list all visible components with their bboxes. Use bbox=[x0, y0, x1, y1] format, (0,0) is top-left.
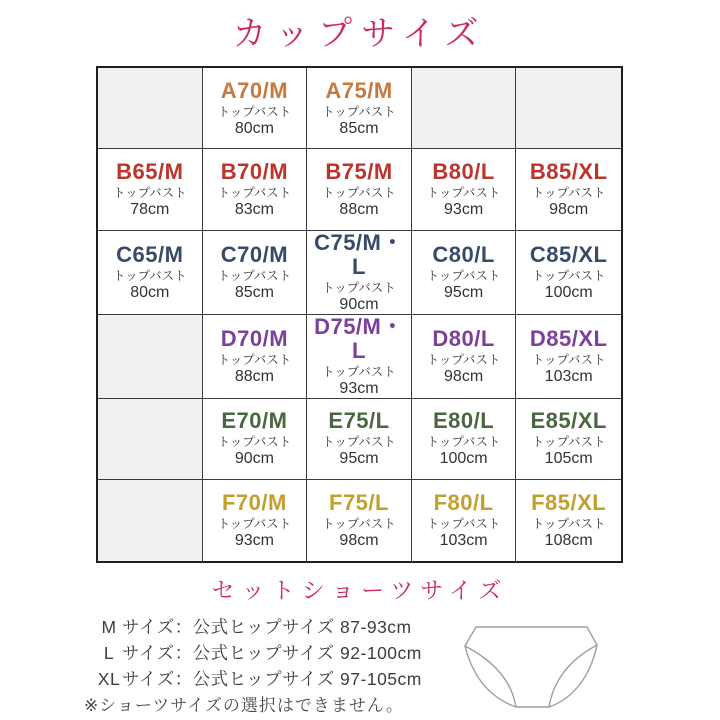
size-cell bbox=[203, 149, 308, 230]
shorts-size-token: XL bbox=[97, 669, 121, 689]
bust-value: 85cm bbox=[234, 283, 274, 301]
empty-cell bbox=[98, 399, 203, 480]
top-bust-label: トップバスト bbox=[426, 268, 501, 283]
bust-value: 88cm bbox=[234, 367, 274, 385]
empty-cell bbox=[412, 68, 517, 149]
size-cell bbox=[516, 231, 621, 315]
size-cell bbox=[98, 231, 203, 315]
top-bust-label: トップバスト bbox=[217, 435, 292, 450]
size-cell bbox=[98, 149, 203, 230]
bust-value: 80cm bbox=[130, 283, 170, 301]
size-label: F70/M bbox=[221, 489, 287, 515]
bust-value: 90cm bbox=[234, 450, 274, 468]
shorts-size-line bbox=[96, 666, 422, 692]
size-label: E70/M bbox=[221, 408, 288, 434]
top-bust-label: トップバスト bbox=[112, 185, 187, 200]
bust-value: 98cm bbox=[444, 367, 484, 385]
size-label: F75/L bbox=[329, 489, 389, 515]
size-label: E80/L bbox=[432, 408, 495, 434]
bust-value: 93cm bbox=[234, 531, 274, 549]
bust-value: 88cm bbox=[339, 200, 379, 218]
shorts-size-line bbox=[96, 614, 422, 640]
empty-cell bbox=[516, 68, 621, 149]
size-label: C75/M・L bbox=[314, 229, 404, 279]
bust-value: 108cm bbox=[544, 531, 593, 549]
shorts-hip-range: 97-105cm bbox=[340, 669, 422, 689]
bust-value: 100cm bbox=[439, 450, 488, 468]
size-cell bbox=[203, 315, 308, 399]
top-bust-label: トップバスト bbox=[322, 516, 396, 531]
shorts-size-list bbox=[96, 614, 422, 692]
top-bust-label: トップバスト bbox=[217, 268, 292, 283]
empty-cell bbox=[98, 68, 203, 149]
size-label: C65/M bbox=[116, 241, 184, 267]
panties-icon bbox=[464, 623, 598, 711]
bust-value: 95cm bbox=[339, 450, 379, 468]
shorts-size-heading: セットショーツサイズ bbox=[211, 577, 509, 603]
size-cell bbox=[203, 68, 308, 149]
bust-value: 103cm bbox=[439, 531, 488, 549]
top-bust-label: トップバスト bbox=[217, 104, 292, 119]
size-label: B80/L bbox=[432, 158, 495, 184]
size-cell bbox=[412, 315, 517, 399]
top-bust-label: トップバスト bbox=[426, 516, 501, 531]
size-label: B85/XL bbox=[529, 158, 608, 184]
top-bust-label: トップバスト bbox=[217, 185, 292, 200]
top-bust-label: トップバスト bbox=[112, 268, 187, 283]
size-cell bbox=[307, 399, 412, 480]
top-bust-label: トップバスト bbox=[426, 185, 501, 200]
shorts-size-token: M bbox=[101, 617, 117, 637]
size-label: D75/M・L bbox=[314, 313, 404, 363]
size-cell bbox=[203, 480, 308, 561]
bust-value: 83cm bbox=[234, 200, 274, 218]
top-bust-label: トップバスト bbox=[322, 104, 396, 119]
size-label: B65/M bbox=[116, 158, 184, 184]
bust-value: 80cm bbox=[234, 119, 274, 137]
top-bust-label: トップバスト bbox=[217, 352, 292, 367]
shorts-hip-range: 92-100cm bbox=[340, 643, 422, 663]
size-cell bbox=[516, 149, 621, 230]
top-bust-label: トップバスト bbox=[531, 516, 606, 531]
bust-value: 100cm bbox=[544, 283, 593, 301]
size-label: D70/M bbox=[220, 325, 289, 351]
size-cell bbox=[307, 315, 412, 399]
shorts-size-label: サイズ：公式ヒップサイズ bbox=[122, 669, 341, 689]
size-cell bbox=[412, 231, 517, 315]
size-label: B70/M bbox=[220, 158, 289, 184]
size-label: C85/XL bbox=[529, 241, 608, 267]
size-label: E85/XL bbox=[530, 408, 607, 434]
shorts-note: ※ショーツサイズの選択はできません。 bbox=[84, 696, 404, 715]
cup-size-table bbox=[96, 66, 623, 563]
size-cell bbox=[412, 149, 517, 230]
shorts-size-label: サイズ：公式ヒップサイズ bbox=[122, 617, 341, 637]
size-label: A75/M bbox=[325, 77, 393, 103]
empty-cell bbox=[98, 315, 203, 399]
shorts-size-token: L bbox=[103, 643, 115, 663]
top-bust-label: トップバスト bbox=[531, 185, 606, 200]
bust-value: 78cm bbox=[130, 200, 170, 218]
top-bust-label: トップバスト bbox=[531, 435, 606, 450]
bust-value: 103cm bbox=[544, 367, 593, 385]
bust-value: 98cm bbox=[549, 200, 589, 218]
shorts-size-label: サイズ：公式ヒップサイズ bbox=[122, 643, 341, 663]
size-cell bbox=[412, 480, 517, 561]
top-bust-label: トップバスト bbox=[426, 352, 501, 367]
top-bust-label: トップバスト bbox=[531, 352, 606, 367]
size-label: F80/L bbox=[433, 489, 494, 515]
top-bust-label: トップバスト bbox=[322, 435, 396, 450]
shorts-hip-range: 87-93cm bbox=[340, 617, 412, 637]
top-bust-label: トップバスト bbox=[531, 268, 606, 283]
top-bust-label: トップバスト bbox=[217, 516, 292, 531]
top-bust-label: トップバスト bbox=[322, 364, 396, 379]
size-cell bbox=[307, 480, 412, 561]
size-cell bbox=[516, 315, 621, 399]
empty-cell bbox=[98, 480, 203, 561]
bust-value: 95cm bbox=[444, 283, 484, 301]
size-label: B75/M bbox=[325, 158, 393, 184]
size-label: A70/M bbox=[220, 77, 289, 103]
size-cell bbox=[307, 231, 412, 315]
size-label: D80/L bbox=[432, 325, 495, 351]
size-cell bbox=[516, 399, 621, 480]
size-label: D85/XL bbox=[529, 325, 608, 351]
page-title: カップサイズ bbox=[232, 15, 488, 53]
size-cell bbox=[307, 68, 412, 149]
top-bust-label: トップバスト bbox=[322, 280, 396, 295]
bust-value: 93cm bbox=[444, 200, 484, 218]
size-label: E75/L bbox=[328, 408, 390, 434]
size-cell bbox=[412, 399, 517, 480]
size-cell bbox=[203, 231, 308, 315]
top-bust-label: トップバスト bbox=[322, 185, 396, 200]
size-cell bbox=[203, 399, 308, 480]
size-label: C70/M bbox=[220, 241, 289, 267]
size-label: F85/XL bbox=[531, 489, 607, 515]
size-label: C80/L bbox=[432, 241, 495, 267]
bust-value: 90cm bbox=[339, 295, 379, 313]
bust-value: 93cm bbox=[339, 379, 379, 397]
size-cell bbox=[516, 480, 621, 561]
bust-value: 98cm bbox=[339, 531, 379, 549]
shorts-size-line bbox=[96, 640, 422, 666]
bust-value: 85cm bbox=[339, 119, 379, 137]
size-cell bbox=[307, 149, 412, 230]
top-bust-label: トップバスト bbox=[426, 435, 501, 450]
bust-value: 105cm bbox=[544, 450, 593, 468]
